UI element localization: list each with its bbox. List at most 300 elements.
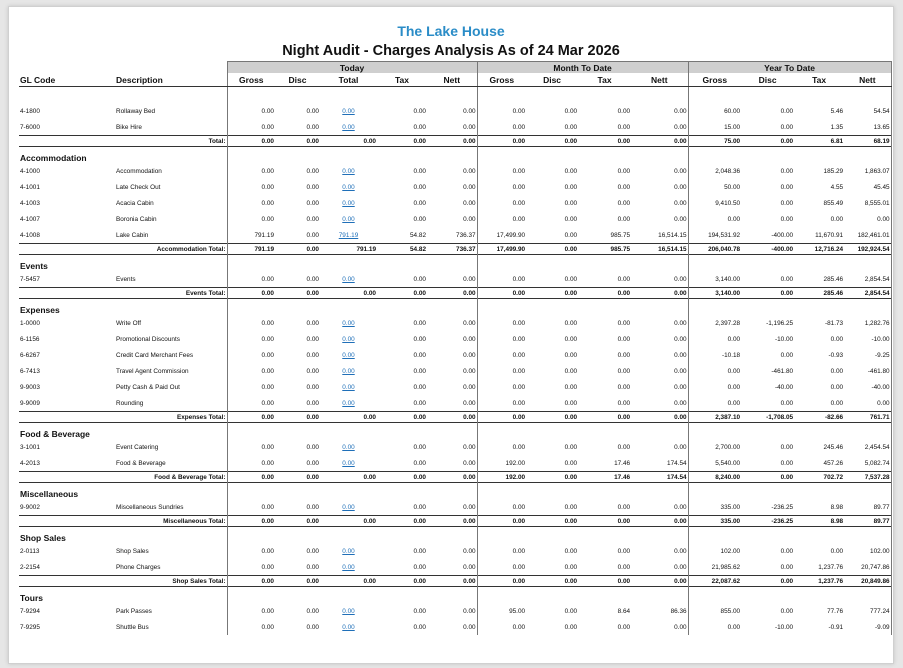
spacer-cell	[844, 483, 891, 500]
description: Events	[116, 275, 136, 283]
cell-ytd-disc: 0.00	[741, 288, 794, 299]
spacer-cell	[794, 527, 844, 544]
col-gl-code: GL Code	[19, 73, 115, 87]
spacer-cell	[477, 527, 526, 544]
cell-today-total-link[interactable]: 0.00	[342, 351, 355, 359]
cell-ytd-gross: 335.00	[688, 516, 741, 527]
cell-today-total-link[interactable]: 0.00	[342, 183, 355, 191]
description: Credit Card Merchant Fees	[116, 351, 194, 359]
section-total-row	[19, 472, 891, 483]
table-row	[19, 271, 891, 288]
cell-ytd-nett: 68.19	[844, 136, 891, 147]
cell-ytd-tax: 11,670.91	[815, 231, 844, 239]
cell-today-tax: 0.00	[413, 183, 426, 191]
cell-today-disc: 0.00	[306, 563, 319, 571]
cell-today-disc: 0.00	[306, 607, 319, 615]
col-today-disc: Disc	[275, 73, 320, 87]
section-header	[19, 423, 891, 440]
cell-ytd-disc: 0.00	[780, 351, 794, 359]
cell-today-nett: 0.00	[427, 603, 477, 619]
cell-today-total-link[interactable]: 0.00	[342, 215, 355, 223]
cell-today-gross: 0.00	[227, 363, 275, 379]
cell-mtd-nett: 174.54	[631, 472, 688, 483]
cell-mtd-nett: 174.54	[631, 455, 688, 472]
cell-today-disc: 0.00	[306, 547, 319, 555]
cell-mtd-disc: 0.00	[526, 288, 578, 299]
cell-mtd-tax: 17.46	[614, 459, 631, 467]
section-header	[19, 147, 891, 164]
cell-mtd-gross: 192.00	[477, 472, 526, 483]
cell-ytd-nett: 89.77	[844, 516, 891, 527]
spacer-cell	[275, 527, 320, 544]
table-row	[19, 211, 891, 227]
gl-code: 7-9295	[20, 623, 40, 631]
cell-ytd-disc: -1,196.25	[766, 319, 794, 327]
table-row	[19, 347, 891, 363]
cell-ytd-gross: 2,387.10	[688, 412, 741, 423]
cell-mtd-disc: 0.00	[564, 367, 578, 375]
cell-mtd-disc: 0.00	[526, 472, 578, 483]
cell-mtd-tax: 0.00	[617, 623, 631, 631]
cell-today-tax: 0.00	[413, 547, 426, 555]
cell-ytd-gross: 2,700.00	[715, 443, 741, 451]
spacer-cell	[578, 587, 631, 604]
spacer-cell	[688, 255, 741, 272]
cell-mtd-gross: 0.00	[512, 335, 526, 343]
cell-today-gross: 0.00	[227, 472, 275, 483]
cell-mtd-nett: 0.00	[631, 315, 688, 331]
spacer-cell	[377, 483, 427, 500]
cell-today-total-link[interactable]: 0.00	[342, 503, 355, 511]
cell-mtd-disc: 0.00	[564, 351, 578, 359]
cell-today-nett: 0.00	[427, 179, 477, 195]
spacer-cell	[578, 87, 631, 104]
cell-mtd-nett: 0.00	[631, 439, 688, 455]
spacer-cell	[578, 147, 631, 164]
cell-ytd-gross: 3,140.00	[715, 275, 741, 283]
cell-today-gross: 0.00	[227, 499, 275, 516]
cell-ytd-nett: 5,082.74	[844, 455, 891, 472]
cell-mtd-tax: 17.46	[578, 472, 631, 483]
cell-mtd-tax: 0.00	[617, 443, 631, 451]
cell-mtd-gross: 17,499.90	[477, 244, 526, 255]
cell-mtd-gross: 0.00	[512, 351, 526, 359]
spacer-cell	[320, 587, 377, 604]
cell-ytd-tax: 185.29	[823, 167, 844, 175]
cell-today-tax: 0.00	[413, 503, 426, 511]
description: Boronia Cabin	[116, 215, 157, 223]
cell-mtd-gross: 17,499.90	[496, 231, 526, 239]
cell-mtd-tax: 0.00	[578, 516, 631, 527]
cell-today-nett: 0.00	[427, 499, 477, 516]
cell-mtd-gross: 0.00	[512, 443, 526, 451]
cell-today-tax: 0.00	[377, 576, 427, 587]
spacer-cell	[377, 527, 427, 544]
spacer-cell	[794, 87, 844, 104]
col-ytd-disc: Disc	[741, 73, 794, 87]
cell-mtd-disc: 0.00	[564, 215, 578, 223]
spacer-cell	[320, 255, 377, 272]
cell-mtd-tax: 8.64	[617, 607, 631, 615]
cell-today-disc: 0.00	[306, 167, 319, 175]
cell-ytd-nett: 45.45	[844, 179, 891, 195]
spacer-cell	[427, 587, 477, 604]
cell-ytd-tax: 5.46	[830, 107, 844, 115]
cell-today-gross: 0.00	[227, 543, 275, 559]
spacer-cell	[631, 483, 688, 500]
cell-ytd-nett: 0.00	[844, 395, 891, 412]
cell-today-tax: 0.00	[413, 367, 426, 375]
spacer-cell	[477, 87, 526, 104]
cell-ytd-gross: 206,040.78	[688, 244, 741, 255]
cell-ytd-nett: 761.71	[844, 412, 891, 423]
cell-mtd-disc: 0.00	[564, 503, 578, 511]
cell-today-gross: 0.00	[227, 379, 275, 395]
spacer-cell	[275, 147, 320, 164]
spacer-cell	[427, 255, 477, 272]
table-row	[19, 363, 891, 379]
cell-today-tax: 0.00	[413, 123, 426, 131]
cell-today-nett: 0.00	[427, 195, 477, 211]
cell-ytd-nett: 2,854.54	[844, 271, 891, 288]
cell-ytd-disc: 0.00	[780, 443, 794, 451]
col-ytd-gross: Gross	[688, 73, 741, 87]
spacer-cell	[741, 587, 794, 604]
cell-mtd-tax: 0.00	[617, 503, 631, 511]
cell-today-tax: 0.00	[413, 607, 426, 615]
cell-mtd-nett: 0.00	[631, 499, 688, 516]
cell-today-total-link[interactable]: 0.00	[342, 459, 355, 467]
cell-today-total-link[interactable]: 0.00	[342, 607, 355, 615]
cell-ytd-disc: 0.00	[780, 167, 794, 175]
gl-code: 6-1156	[20, 335, 40, 343]
cell-mtd-gross: 0.00	[512, 367, 526, 375]
spacer-cell	[320, 527, 377, 544]
cell-ytd-gross: 0.00	[727, 215, 741, 223]
cell-today-disc: 0.00	[275, 472, 320, 483]
spacer-cell	[688, 587, 741, 604]
cell-today-total-link[interactable]: 0.00	[342, 367, 355, 375]
section-total-row	[19, 136, 891, 147]
cell-today-gross: 0.00	[227, 103, 275, 119]
cell-today-nett: 0.00	[427, 103, 477, 119]
report-title: Night Audit - Charges Analysis As of 24 Mar 2026	[282, 43, 620, 59]
spacer-cell	[526, 483, 578, 500]
spacer-cell	[526, 147, 578, 164]
cell-mtd-nett: 0.00	[631, 136, 688, 147]
cell-today-nett: 736.37	[427, 244, 477, 255]
cell-ytd-tax: 8.98	[794, 516, 844, 527]
cell-today-disc: 0.00	[306, 199, 319, 207]
cell-mtd-disc: 0.00	[564, 319, 578, 327]
cell-ytd-nett: 1,863.07	[844, 163, 891, 179]
cell-ytd-gross: 9,410.50	[715, 199, 741, 207]
cell-ytd-nett: 102.00	[844, 543, 891, 559]
cell-today-total-link[interactable]: 0.00	[342, 275, 355, 283]
table-row	[19, 455, 891, 472]
cell-ytd-tax: -0.93	[828, 351, 844, 359]
cell-mtd-nett: 86.36	[631, 603, 688, 619]
table-row	[19, 163, 891, 179]
hotel-name: The Lake House	[397, 23, 505, 39]
cell-today-gross: 791.19	[227, 227, 275, 244]
cell-mtd-tax: 0.00	[617, 563, 631, 571]
table-row	[19, 379, 891, 395]
description: Write Off	[116, 319, 141, 327]
table-row	[19, 119, 891, 136]
description: Acacia Cabin	[116, 199, 154, 207]
cell-ytd-tax: 457.26	[823, 459, 844, 467]
cell-today-total-link[interactable]: 0.00	[342, 335, 355, 343]
cell-today-total-link[interactable]: 0.00	[342, 383, 355, 391]
cell-mtd-tax: 0.00	[578, 288, 631, 299]
cell-today-gross: 0.00	[227, 347, 275, 363]
cell-mtd-gross: 0.00	[512, 107, 526, 115]
cell-today-nett: 0.00	[427, 379, 477, 395]
cell-mtd-tax: 0.00	[617, 167, 631, 175]
spacer-cell	[477, 255, 526, 272]
cell-ytd-gross: 5,540.00	[715, 459, 741, 467]
cell-mtd-disc: 0.00	[564, 167, 578, 175]
spacer-cell	[320, 483, 377, 500]
cell-today-disc: 0.00	[275, 288, 320, 299]
cell-ytd-gross: 0.00	[727, 335, 741, 343]
spacer-cell	[741, 423, 794, 440]
table-row	[19, 331, 891, 347]
spacer-cell	[844, 527, 891, 544]
cell-mtd-nett: 0.00	[631, 347, 688, 363]
gl-code: 4-1008	[20, 231, 40, 239]
cell-today-gross: 0.00	[227, 395, 275, 412]
cell-today-nett: 0.00	[427, 439, 477, 455]
cell-ytd-gross: 855.00	[720, 607, 741, 615]
spacer-cell	[275, 483, 320, 500]
cell-today-tax: 0.00	[413, 199, 426, 207]
cell-today-total-link[interactable]: 0.00	[342, 199, 355, 207]
cell-today-tax: 0.00	[377, 516, 427, 527]
cell-ytd-disc: 0.00	[780, 199, 794, 207]
cell-ytd-gross: 22,087.62	[688, 576, 741, 587]
cell-today-total: 0.00	[320, 412, 377, 423]
cell-today-gross: 0.00	[227, 576, 275, 587]
cell-ytd-tax: 12,716.24	[794, 244, 844, 255]
spacer-cell	[377, 423, 427, 440]
cell-today-total-link[interactable]: 0.00	[342, 399, 355, 407]
cell-ytd-gross: 3,140.00	[688, 288, 741, 299]
cell-ytd-gross: 2,397.28	[715, 319, 741, 327]
cell-mtd-disc: 0.00	[564, 183, 578, 191]
spacer-cell	[227, 587, 275, 604]
col-today-tax: Tax	[377, 73, 427, 87]
cell-today-total-link[interactable]: 0.00	[342, 563, 355, 571]
cell-mtd-disc: 0.00	[564, 275, 578, 283]
cell-ytd-disc: 0.00	[780, 607, 794, 615]
cell-mtd-tax: 0.00	[617, 123, 631, 131]
cell-ytd-gross: 335.00	[720, 503, 741, 511]
spacer-cell	[477, 483, 526, 500]
cell-ytd-gross: 194,531.92	[708, 231, 741, 239]
cell-ytd-disc: -236.25	[771, 503, 794, 511]
col-description: Description	[115, 73, 227, 87]
gl-code: 6-6267	[20, 351, 40, 359]
cell-mtd-tax: 0.00	[578, 136, 631, 147]
spacer-cell	[578, 483, 631, 500]
spacer-cell	[427, 299, 477, 316]
cell-today-total: 0.00	[320, 516, 377, 527]
cell-ytd-tax: 245.46	[823, 443, 844, 451]
cell-today-disc: 0.00	[306, 123, 319, 131]
cell-today-nett: 0.00	[427, 163, 477, 179]
group-today: Today	[227, 62, 477, 74]
cell-today-nett: 0.00	[427, 472, 477, 483]
spacer-cell	[275, 299, 320, 316]
spacer-cell	[275, 87, 320, 104]
cell-ytd-tax: 0.00	[830, 215, 844, 223]
cell-ytd-disc: 0.00	[780, 563, 794, 571]
cell-ytd-disc: 0.00	[780, 107, 794, 115]
spacer-cell	[631, 87, 688, 104]
cell-mtd-gross: 0.00	[512, 183, 526, 191]
spacer-cell	[526, 587, 578, 604]
section-total-row	[19, 288, 891, 299]
cell-mtd-tax: 0.00	[578, 576, 631, 587]
spacer-cell	[377, 587, 427, 604]
cell-mtd-disc: 0.00	[526, 412, 578, 423]
spacer-cell	[688, 527, 741, 544]
cell-mtd-nett: 0.00	[631, 271, 688, 288]
section-name: Miscellaneous	[19, 483, 227, 500]
col-ytd-tax: Tax	[794, 73, 844, 87]
cell-today-nett: 0.00	[427, 559, 477, 576]
cell-mtd-disc: 0.00	[564, 199, 578, 207]
spacer-cell	[377, 87, 427, 104]
spacer-cell	[427, 147, 477, 164]
cell-today-disc: 0.00	[306, 351, 319, 359]
cell-today-tax: 0.00	[413, 275, 426, 283]
cell-today-total-link[interactable]: 791.19	[338, 231, 359, 239]
total-label: Miscellaneous Total:	[19, 516, 227, 527]
cell-mtd-nett: 0.00	[631, 516, 688, 527]
cell-today-total-link[interactable]: 0.00	[342, 547, 355, 555]
cell-ytd-nett: 192,924.54	[844, 244, 891, 255]
cell-today-nett: 0.00	[427, 516, 477, 527]
cell-ytd-gross: 75.00	[688, 136, 741, 147]
spacer-cell	[688, 483, 741, 500]
spacer-cell	[578, 299, 631, 316]
cell-today-disc: 0.00	[306, 319, 319, 327]
cell-today-disc: 0.00	[275, 244, 320, 255]
cell-today-nett: 0.00	[427, 331, 477, 347]
cell-mtd-gross: 0.00	[512, 547, 526, 555]
cell-today-disc: 0.00	[306, 443, 319, 451]
cell-mtd-nett: 0.00	[631, 543, 688, 559]
cell-today-total-link[interactable]: 0.00	[342, 623, 355, 631]
cell-today-disc: 0.00	[306, 335, 319, 343]
total-label: Total:	[19, 136, 227, 147]
description: Late Check Out	[116, 183, 161, 191]
section-header	[19, 299, 891, 316]
cell-today-tax: 0.00	[413, 167, 426, 175]
description: Shuttle Bus	[116, 623, 149, 631]
table-row	[19, 439, 891, 455]
cell-today-disc: 0.00	[306, 459, 319, 467]
cell-today-gross: 0.00	[227, 136, 275, 147]
gl-code: 9-9009	[20, 399, 40, 407]
gl-code: 7-9294	[20, 607, 40, 615]
table-row	[19, 315, 891, 331]
cell-today-total-link[interactable]: 0.00	[342, 443, 355, 451]
cell-today-total-link[interactable]: 0.00	[342, 167, 355, 175]
cell-ytd-disc: 0.00	[780, 215, 794, 223]
cell-today-tax: 0.00	[413, 335, 426, 343]
spacer-cell	[526, 299, 578, 316]
gl-code: 4-1003	[20, 199, 40, 207]
cell-ytd-nett: 89.77	[844, 499, 891, 516]
cell-mtd-disc: 0.00	[526, 136, 578, 147]
cell-mtd-gross: 0.00	[512, 275, 526, 283]
description: Phone Charges	[116, 563, 161, 571]
cell-mtd-gross: 0.00	[477, 576, 526, 587]
cell-ytd-gross: 0.00	[727, 623, 741, 631]
spacer-cell	[526, 255, 578, 272]
table-row	[19, 543, 891, 559]
cell-mtd-gross: 0.00	[512, 123, 526, 131]
cell-today-disc: 0.00	[275, 412, 320, 423]
cell-today-disc: 0.00	[306, 107, 319, 115]
cell-today-total-link[interactable]: 0.00	[342, 123, 355, 131]
cell-ytd-gross: 15.00	[724, 123, 741, 131]
cell-today-nett: 0.00	[427, 315, 477, 331]
spacer-cell	[526, 87, 578, 104]
cell-ytd-nett: 777.24	[844, 603, 891, 619]
cell-ytd-disc: 0.00	[780, 399, 794, 407]
cell-today-total: 791.19	[320, 244, 377, 255]
cell-mtd-disc: 0.00	[526, 576, 578, 587]
cell-today-gross: 0.00	[227, 288, 275, 299]
cell-ytd-tax: -82.66	[794, 412, 844, 423]
cell-ytd-disc: -461.80	[771, 367, 794, 375]
spacer-cell	[578, 255, 631, 272]
cell-mtd-nett: 0.00	[631, 331, 688, 347]
cell-mtd-tax: 0.00	[617, 199, 631, 207]
section-name: Food & Beverage	[19, 423, 227, 440]
spacer-cell	[427, 87, 477, 104]
cell-mtd-disc: 0.00	[564, 607, 578, 615]
description: Travel Agent Commission	[116, 367, 189, 375]
cell-ytd-nett: -9.25	[844, 347, 891, 363]
cell-mtd-gross: 0.00	[512, 503, 526, 511]
cell-ytd-gross: 0.00	[727, 399, 741, 407]
cell-today-gross: 0.00	[227, 516, 275, 527]
cell-mtd-nett: 0.00	[631, 619, 688, 635]
cell-ytd-disc: -1,708.05	[741, 412, 794, 423]
section-name: Tours	[19, 587, 227, 604]
cell-today-tax: 54.82	[377, 244, 427, 255]
spacer-cell	[794, 299, 844, 316]
cell-today-total-link[interactable]: 0.00	[342, 107, 355, 115]
section-header	[19, 587, 891, 604]
cell-mtd-nett: 0.00	[631, 288, 688, 299]
cell-ytd-nett: -461.80	[844, 363, 891, 379]
spacer-cell	[227, 147, 275, 164]
cell-mtd-nett: 0.00	[631, 179, 688, 195]
cell-today-disc: 0.00	[306, 215, 319, 223]
cell-ytd-nett: -10.00	[844, 331, 891, 347]
cell-mtd-gross: 0.00	[512, 383, 526, 391]
cell-today-gross: 0.00	[227, 163, 275, 179]
cell-today-total-link[interactable]: 0.00	[342, 319, 355, 327]
gl-code: 9-9002	[20, 503, 40, 511]
